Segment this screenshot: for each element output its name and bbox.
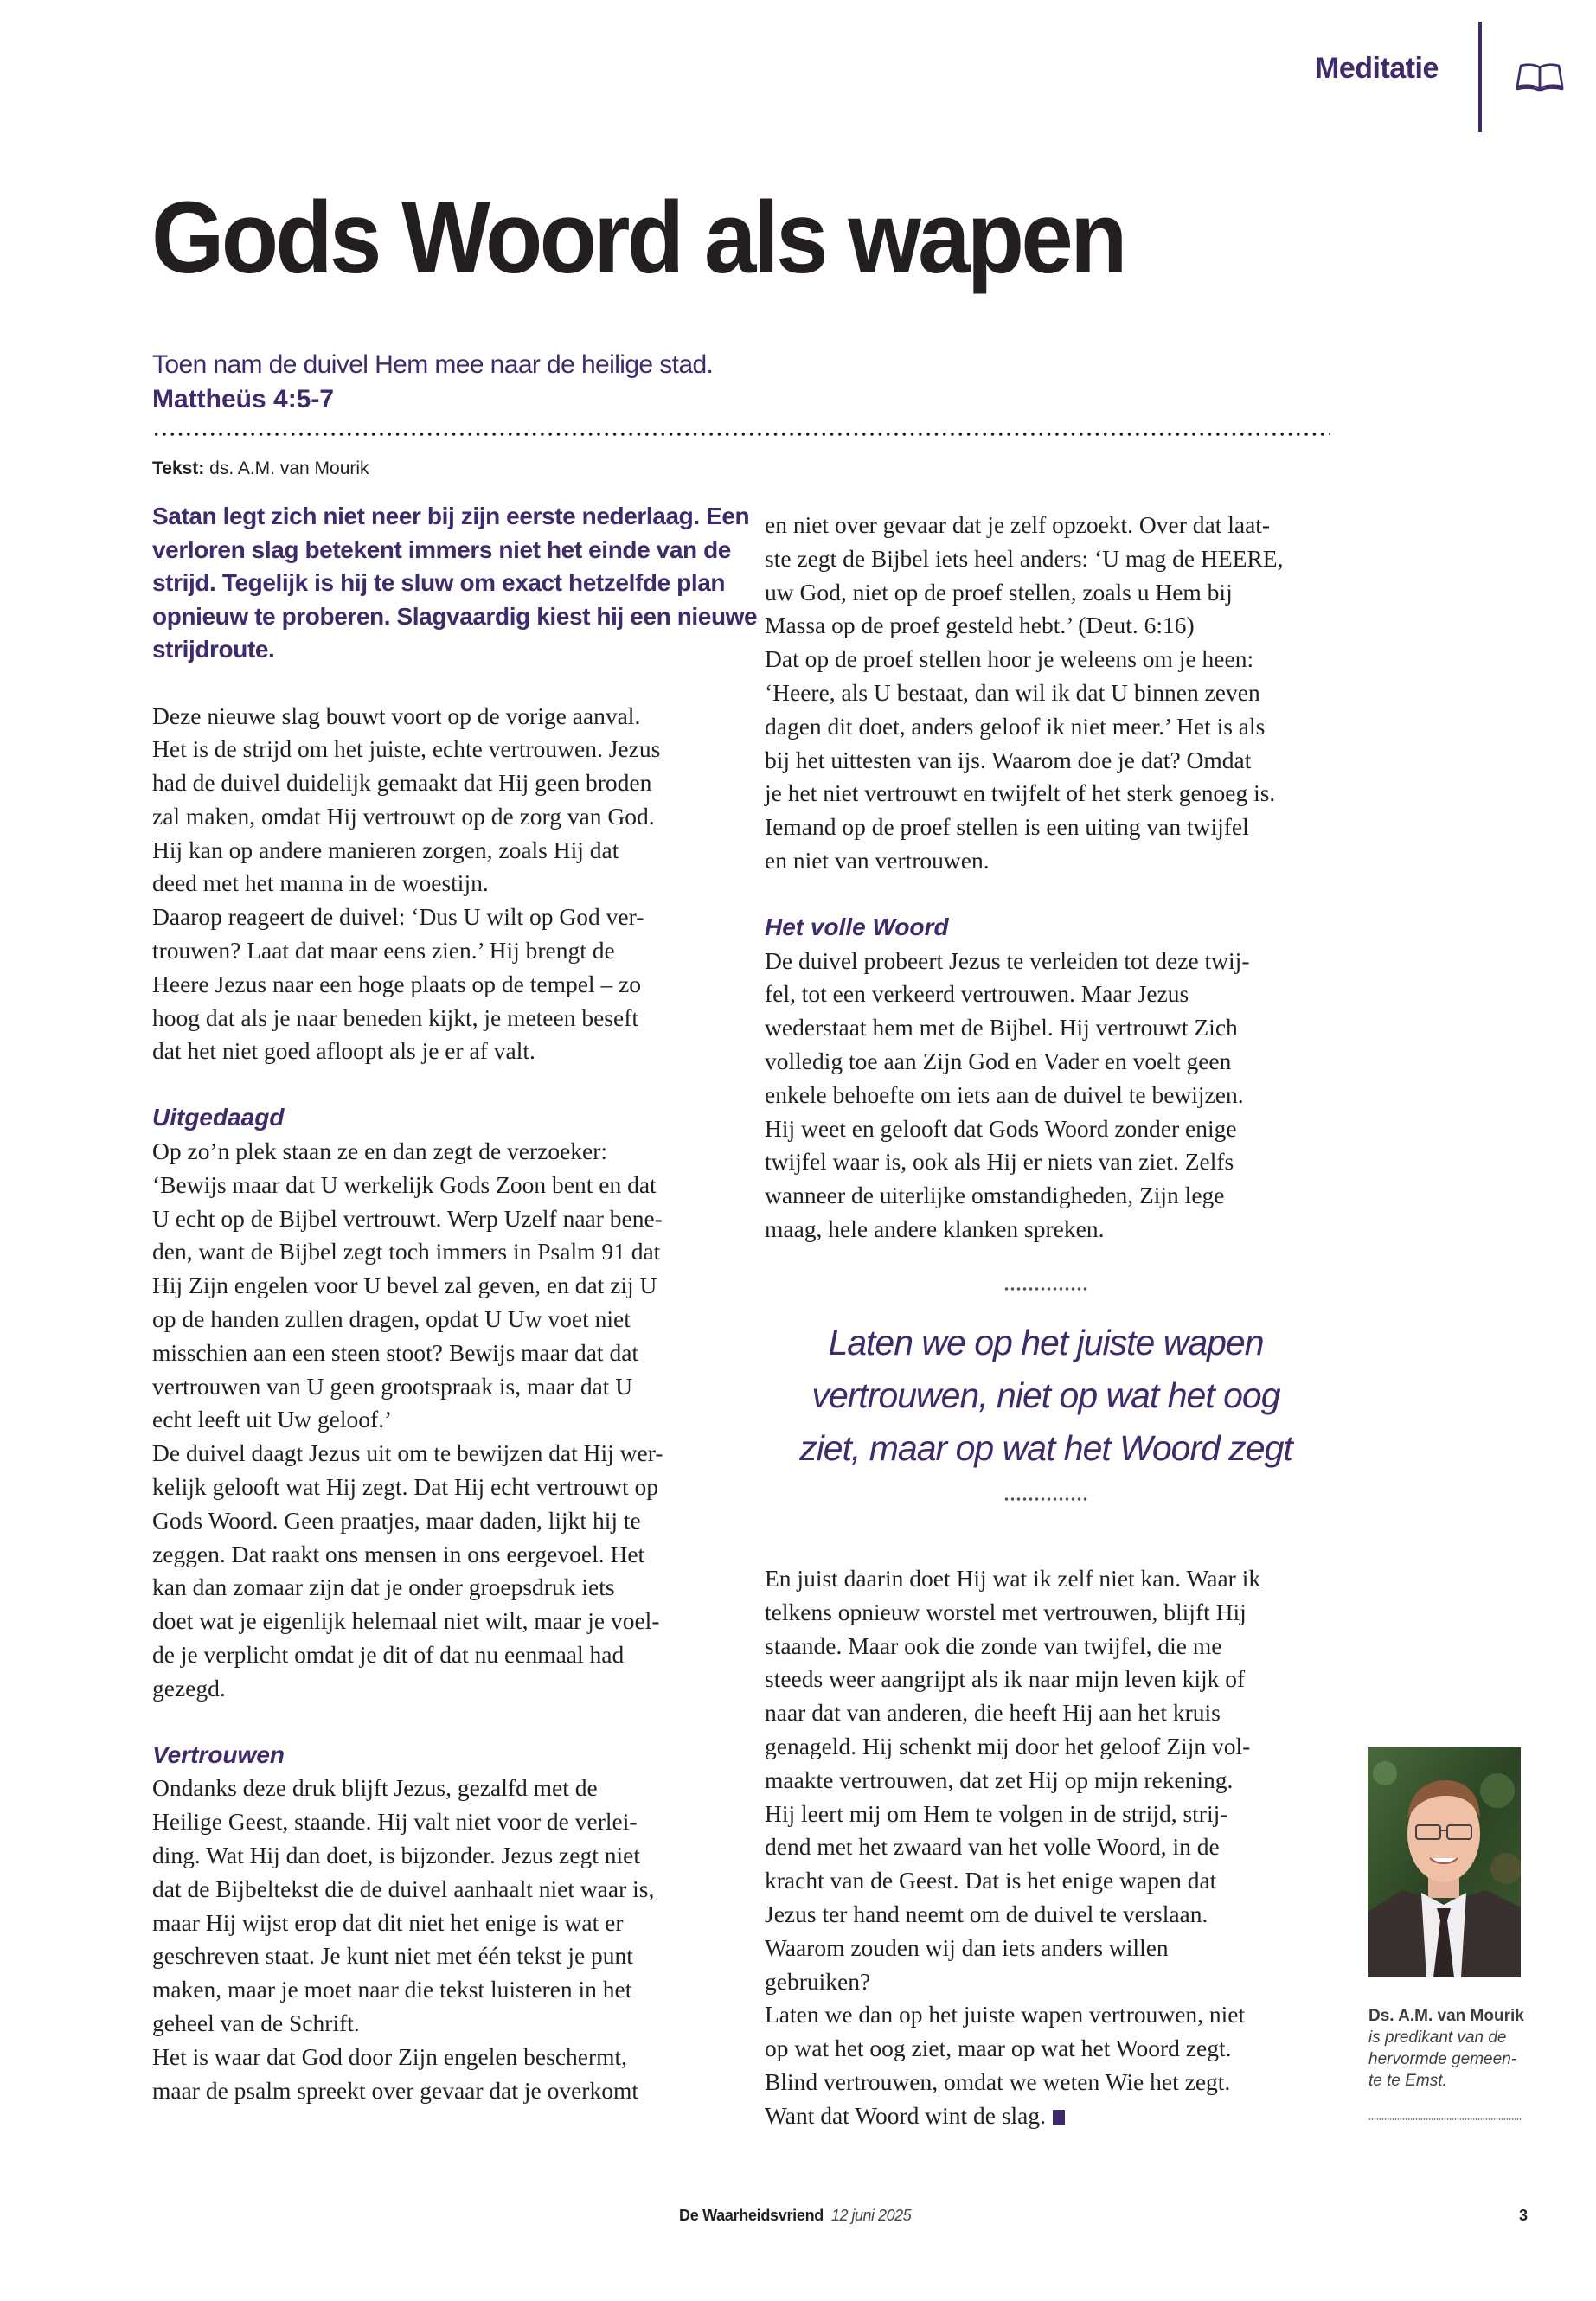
header-divider [1478,22,1482,132]
pull-quote-dots-top [1003,1287,1088,1291]
body-paragraph-uitgedaagd: Op zo’n plek staan ze en dan zegt de verzoeker: ‘Bewijs maar dat U werkelijk Gods Zoon bent en dat U echt op de Bijbel vertrouwt. Werp Uzelf naar bene- den, want de Bijbel zegt toch immers in Psalm 91 dat Hij Zijn engelen voor U bevel zal geven, en dat zij U op de handen zullen dragen, opdat U Uw voet niet misschien aan een steen stoot? Bewijs maar dat dat vertrouwen van U geen grootspraak is, maar dat U echt leeft uit Uw geloof.’ De duivel daagt Jezus uit om te bewijzen dat Hij wer- kelijk gelooft wat Hij zegt. Dat Hij echt vertrouwt op Gods Woord. Geen praatjes, maar daden, lijkt hij te zeggen. Dat raakt ons mensen in ons eergevoel. Het kan dan zomaar zijn dat je onder groepsdruk iets doet wat je eigenlijk helemaal niet wilt, maar je voel- de je verplicht omdat je dit of dat nu eenmaal had gezegd. [152,1138,663,1702]
open-book-icon [1516,62,1564,92]
end-of-article-square-icon [1053,2110,1065,2125]
pull-quote [765,1287,1327,1501]
lead-paragraph: Satan legt zich niet neer bij zijn eerste nederlaag. Een verloren slag betekent immers niet het einde van de strijd. Tegelijk is hij te sluw om exact hetzelfde plan opnieuw te proberen. Slagvaardig kiest hij een nieuwe strijdroute. [152,503,758,663]
byline-label: Tekst: [152,458,205,478]
right-column [765,509,1327,1247]
pull-quote-dots-bottom [1003,1497,1088,1501]
right-column-closing [765,1562,1327,2133]
publication-name: De Waarheidsvriend [679,2207,824,2224]
author-caption [1368,2005,1524,2092]
body-paragraph-continuation: en niet over gevaar dat je zelf opzoekt. Over dat laat- ste zegt de Bijbel iets heel anders: ‘U mag de HEERE, uw God, niet op de proef stellen, zoals u Hem bij Massa op de proef gesteld hebt.’ (Deut. 6:16) Dat op de proef stellen hoor je weleens om je heen: ‘Heere, als U bestaat, dan wil ik dat U binnen zeven dagen dit doet, anders geloof ik niet meer.’ Het is als bij het uittesten van ijs. Waarom doe je dat? Omdat je het niet vertrouwt en twijfelt of het sterk genoeg is. Iemand op de proef stellen is een uiting van twijfel en niet van vertrouwen. [765,511,1284,874]
author-dotted-divider [1368,2118,1522,2120]
byline [152,458,369,479]
body-paragraph-closing: En juist daarin doet Hij wat ik zelf niet kan. Waar ik telkens opnieuw worstel met vertrouwen, blijft Hij staande. Maar ook die zonde van twijfel, die me steeds weer aangrijpt als ik naar mijn leven kijk of naar dat van anderen, die heeft Hij aan het kruis genageld. Hij schenkt mij door het geloof Zijn vol- maakte vertrouwen, dat zet Hij op mijn rekening. Hij leert mij om Hem te volgen in de strijd, strij- dend met het zwaard van het volle Woord, in de kracht van de Geest. Dat is het enige wapen dat Jezus ter hand neemt om de duivel te verslaan. Waarom zouden wij dan iets anders willen gebruiken? Laten we dan op het juiste wapen vertrouwen, niet op wat het oog ziet, maar op wat het Woord zegt. Blind vertrouwen, omdat we weten Wie het zegt. Want dat Woord wint de slag. [765,1565,1261,2129]
body-paragraph-intro: Deze nieuwe slag bouwt voort op de vorige aanval. Het is de strijd om het juiste, echte vertrouwen. Jezus had de duivel duidelijk gemaakt dat Hij geen broden zal maken, omdat Hij vertrouwt op de zorg van God. Hij kan op andere manieren zorgen, zoals Hij dat deed met het manna in de woestijn. Daarop reageert de duivel: ‘Dus U wilt op God ver- trouwen? Laat dat maar eens zien.’ Hij brengt de Heere Jezus naar een hoge plaats op de tempel – zo hoog dat als je naar beneden kijkt, je meteen beseft dat het niet goed afloopt als je er af valt. [152,702,661,1065]
page-footer [679,2207,911,2225]
body-paragraph-het-volle-woord: De duivel probeert Jezus te verleiden tot deze twij- fel, tot een verkeerd vertrouwen. Maar Jezus wederstaat hem met de Bijbel. Hij vertrouwt Zich volledig toe aan Zijn God en Vader en voelt geen enkele behoefte om iets aan de duivel te bewijzen. Hij weet en gelooft dat Gods Woord zonder enige twijfel waar is, ook als Hij er niets van ziet. Zelfs wanneer de uiterlijke omstandigheden, Zijn lege maag, hele andere klanken spreken. [765,946,1250,1242]
author-name: Ds. A.M. van Mourik [1368,2007,1524,2025]
subheading-het-volle-woord: Het volle Woord [765,913,949,940]
verse-reference: Mattheüs 4:5-7 [152,385,335,413]
author-portrait-icon [1368,1747,1521,1977]
byline-author: ds. A.M. van Mourik [209,458,369,478]
verse-text: Toen nam de duivel Hem mee naar de heilige stad. [152,350,714,379]
subheading-vertrouwen: Vertrouwen [152,1740,285,1768]
bible-verse [152,348,713,417]
left-column [152,500,758,2107]
pull-quote-text: Laten we op het juiste wapen vertrouwen, niet op wat het oog ziet, maar op wat het Woord zegt [799,1323,1292,1468]
section-label: Meditatie [1315,52,1439,85]
issue-date: 12 juni 2025 [831,2207,912,2224]
dotted-divider [152,433,1330,436]
author-photo [1368,1747,1521,1977]
page-number: 3 [1519,2207,1529,2224]
author-role: is predikant van de hervormde gemeen- te te Emst. [1368,2029,1517,2090]
body-paragraph-vertrouwen: Ondanks deze druk blijft Jezus, gezalfd met de Heilige Geest, staande. Hij valt niet voor de verlei- ding. Wat Hij dan doet, is bijzonder. Jezus zegt niet dat de Bijbeltekst die de duivel aanhaalt niet waar is, maar Hij wijst erop dat dit niet het enige is wat er geschreven staat. Je kunt niet met één tekst je punt maken, maar je moet naar die tekst luisteren in het geheel van de Schrift. Het is waar dat God door Zijn engelen beschermt, maar de psalm spreekt over gevaar dat je overkomt [152,1774,655,2104]
article-title: Gods Woord als wapen [151,181,1125,295]
subheading-uitgedaagd: Uitgedaagd [152,1104,285,1131]
